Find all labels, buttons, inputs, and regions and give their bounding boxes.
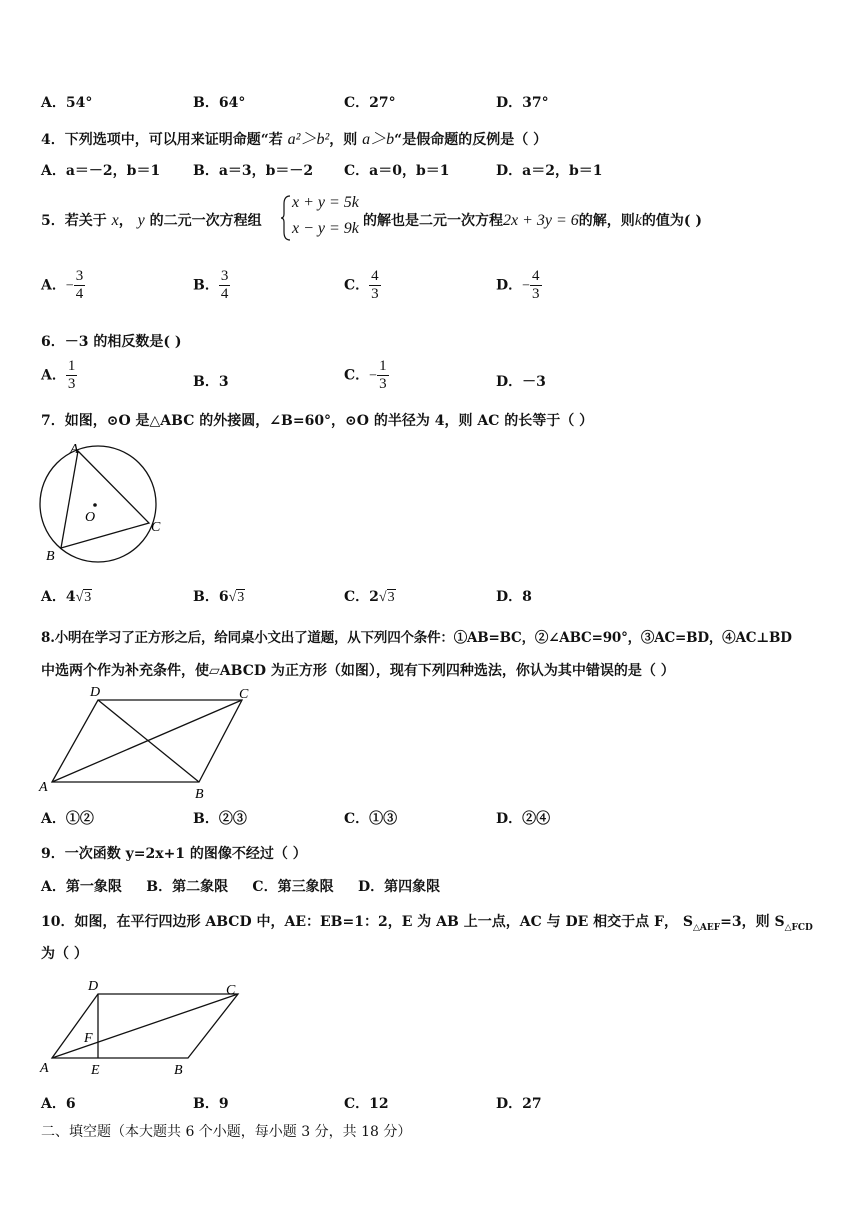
q5-eq1: x + y = 5k [292,194,359,211]
q4-option-a: A．a＝－2，b＝1 [41,163,161,179]
q4-stem: 4．下列选项中，可以用来证明命题“若 a²＞b²，则 a＞b“是假命题的反例是（ ） [41,131,548,148]
q7-option-c: C．2√3 [344,589,395,605]
label-a: A [70,442,79,457]
q4-option-b: B．a＝3，b＝－2 [193,163,314,179]
q7-option-a: A．4√3 [41,589,92,605]
q6-option-a: A． $\frac{1}{3}$ [41,358,76,392]
q7-figure-circle-triangle [38,440,168,565]
q5-option-a: A．− $\frac{3}{4}$ [41,268,84,302]
label-e: E [91,1063,100,1076]
q10-stem-line2: 为（ ） [41,946,88,962]
q6-option-c: C．− $\frac{1}{3}$ [344,358,387,392]
diagonal-ac [52,700,242,782]
q10-option-d: D．27 [496,1096,542,1112]
q3-option-a: A．54° [41,95,93,111]
q6-option-d: D．－3 [496,374,546,390]
q3-option-c: C．27° [344,95,396,111]
q8-figure-parallelogram [38,684,253,802]
label-c: C [151,520,161,535]
q8-stem-line1: 8.小明在学习了正方形之后，给同桌小文出了道题，从下列四个条件：①AB=BC，②∠ABC=90°，③AC=BD，④AC⊥BD [41,630,792,646]
q5-option-c: C． $\frac{4}{3}$ [344,268,379,302]
q6-stem: 6．－3 的相反数是( ) [41,334,182,350]
q7-stem: 7．如图，⊙O 是△ABC 的外接圆，∠B=60°，⊙O 的半径为 4，则 AC 的长等于（ ） [41,413,594,429]
q3-option-b: B．64° [193,95,246,111]
label-b: B [46,549,55,564]
brace-icon [280,194,292,242]
q5-stem: 5．若关于 x， y 的二元一次方程组 [41,212,262,229]
diagonal-ac [52,994,238,1058]
q10-stem-line1: 10．如图，在平行四边形 ABCD 中，AE：EB=1：2，E 为 AB 上一点，AC 与 DE 相交于点 F， $S_{\triangle AEF}=3$，则 $S_{\triangle FCD}$ [41,914,813,933]
section2-heading: 二、填空题（本大题共 6 个小题，每小题 3 分，共 18 分） [41,1124,412,1140]
label-d: D [90,685,101,700]
q4-option-c: C．a＝0，b＝1 [344,163,450,179]
q4-option-d: D．a＝2，b＝1 [496,163,603,179]
triangle-abc [61,451,149,548]
center-point [93,503,97,507]
label-b: B [195,787,204,802]
q9-stem: 9．一次函数 y=2x+1 的图像不经过（ ） [41,846,307,862]
q5-stem-cont: 的解也是二元一次方程2x + 3y = 6的解，则k的值为( ) [363,212,703,229]
label-c: C [226,983,236,998]
diagonal-bd [98,700,199,782]
q5-eq2: x − y = 9k [292,220,359,237]
label-f: F [84,1031,93,1046]
label-o: O [85,510,96,525]
q5-option-d: D．− $\frac{4}{3}$ [496,268,540,302]
q5-option-b: B． $\frac{3}{4}$ [193,268,229,302]
circle-o [40,446,156,562]
label-d: D [88,979,99,994]
label-c: C [239,687,249,702]
q8-stem-line2: 中选两个作为补充条件，使▱ABCD 为正方形（如图），现有下列四种选法，你认为其中错误的是（ ） [41,663,675,679]
q10-option-a: A．6 [41,1096,76,1112]
q7-option-b: B．6√3 [193,589,245,605]
label-b: B [174,1063,183,1076]
q10-option-b: B．9 [193,1096,229,1112]
q10-figure-parallelogram [38,976,248,1076]
q8-option-a: A．①② [41,811,94,827]
label-a: A [40,1061,49,1076]
q8-option-c: C．①③ [344,811,398,827]
q3-option-d: D．37° [496,95,549,111]
q7-option-d: D．8 [496,589,532,605]
q9-options: A．第一象限 B．第二象限 C．第三象限 D．第四象限 [41,879,441,895]
q6-option-b: B．3 [193,374,229,390]
q10-option-c: C．12 [344,1096,389,1112]
q8-option-b: B．②③ [193,811,247,827]
label-a: A [39,780,48,795]
q8-option-d: D．②④ [496,811,551,827]
